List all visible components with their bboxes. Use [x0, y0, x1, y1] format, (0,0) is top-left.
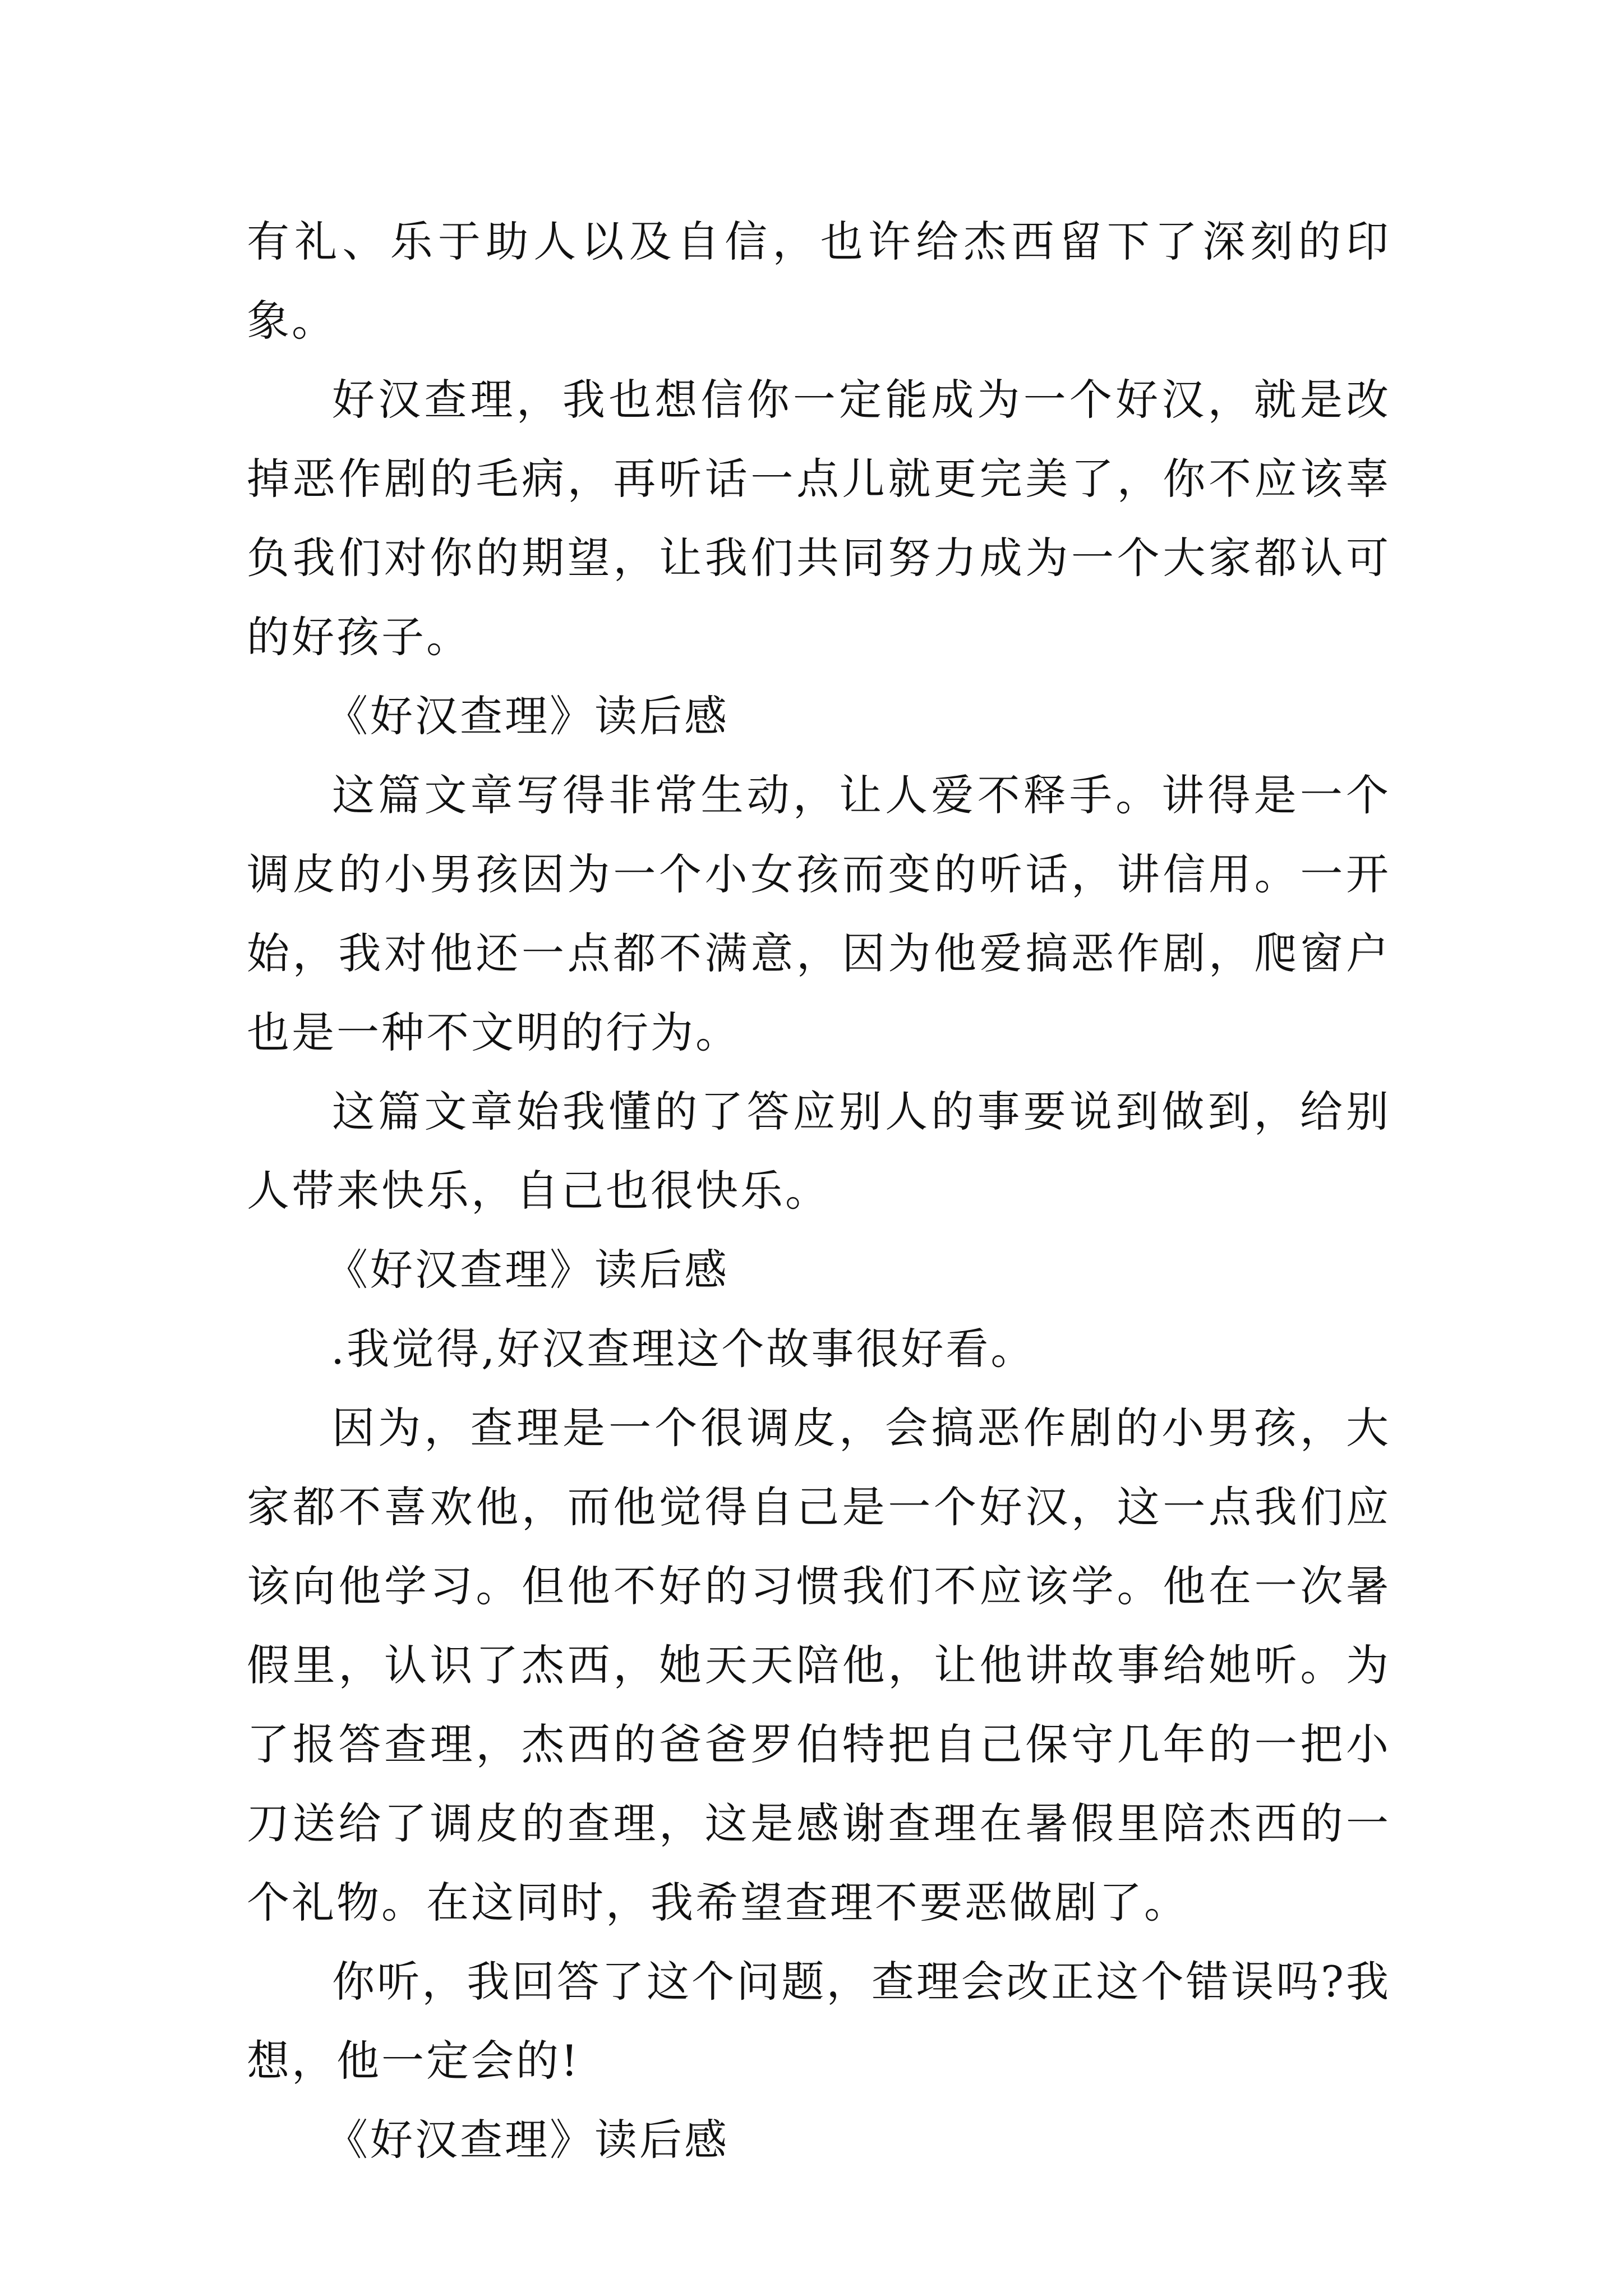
paragraph-2: 好汉查理，我也想信你一定能成为一个好汉，就是改掉恶作剧的毛病，再听话一点儿就更完美了，你不应该辜负我们对你的期望，让我们共同努力成为一个大家都认可的好孩子。	[247, 375, 1391, 662]
section-heading-3: 《好汉查理》读后感	[325, 2115, 729, 2165]
paragraph-5: .我觉得,好汉查理这个故事很好看。	[331, 1324, 1036, 1374]
paragraph-6: 因为，查理是一个很调皮，会搞恶作剧的小男孩，大家都不喜欢他，而他觉得自己是一个好汉，这一点我们应该向他学习。但他不好的习惯我们不应该学。他在一次暑假里，认识了杰西，她天天陪他，让他讲故事给她听。为了报答查理，杰西的爸爸罗伯特把自己保守几年的一把小刀送给了调皮的查理，这是感谢查理在暑假里陪杰西的一个礼物。在这同时，我希望查理不要恶做剧了。	[247, 1403, 1391, 1927]
paragraph-7: 你听，我回答了这个问题，查理会改正这个错误吗?我想，他一定会的!	[247, 1957, 1391, 2086]
paragraph-1: 有礼、乐于助人以及自信，也许给杰西留下了深刻的印象。	[247, 217, 1391, 346]
paragraph-3: 这篇文章写得非常生动，让人爱不释手。讲得是一个调皮的小男孩因为一个小女孩而变的听话，讲信用。一开始，我对他还一点都不满意，因为他爱搞恶作剧，爬窗户也是一种不文明的行为。	[247, 770, 1391, 1057]
section-heading-2: 《好汉查理》读后感	[325, 1245, 729, 1295]
document-body	[247, 202, 1391, 2179]
section-heading-1: 《好汉查理》读后感	[325, 691, 729, 741]
paragraph-4: 这篇文章始我懂的了答应别人的事要说到做到，给别人带来快乐，自己也很快乐。	[247, 1087, 1391, 1216]
